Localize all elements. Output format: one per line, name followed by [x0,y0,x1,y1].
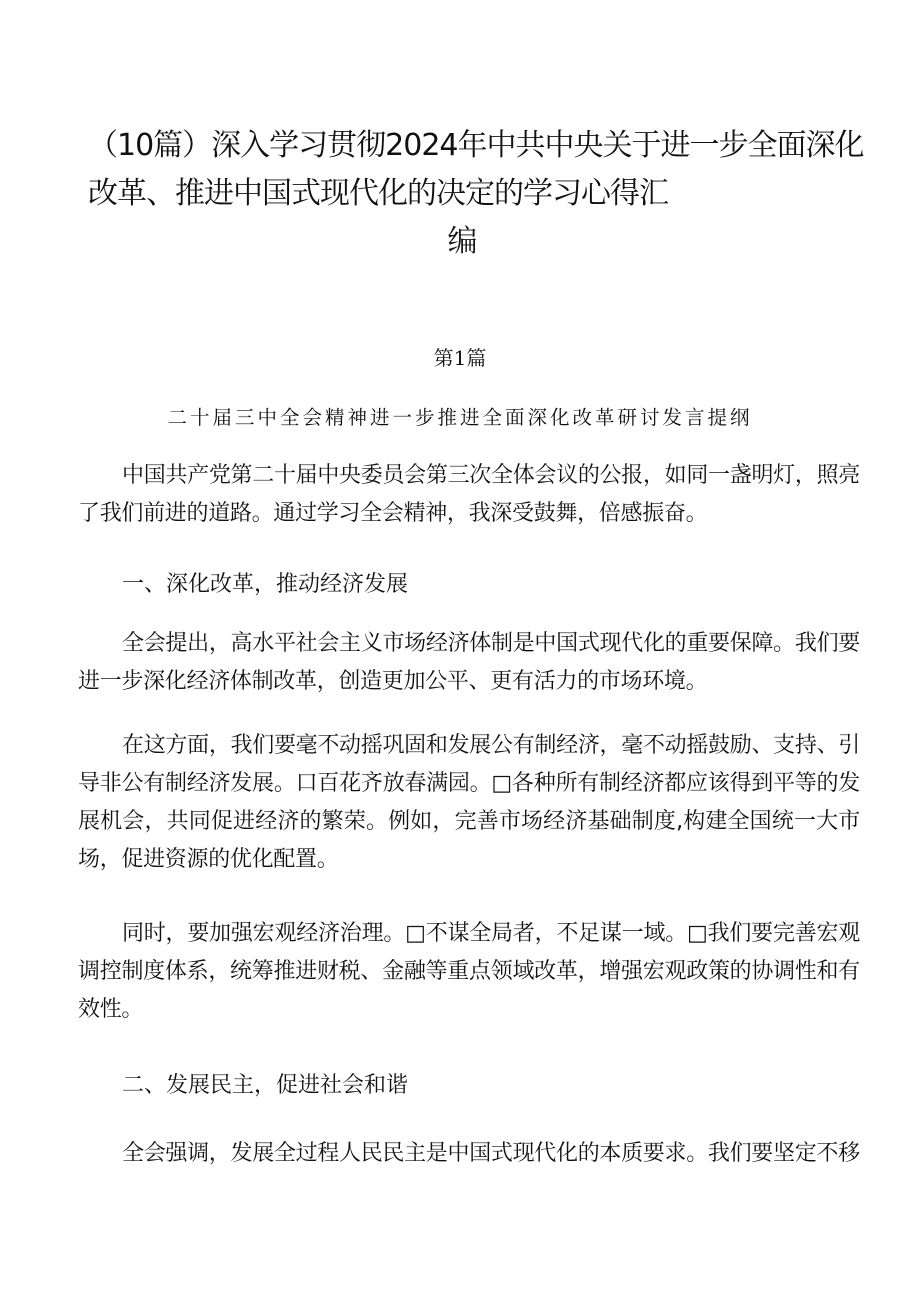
section-heading-1: 一、深化改革，推动经济发展 [122,572,409,597]
body-paragraph-4: 同时，要加强宏观经济治理。□不谋全局者，不足谋一域。□我们要完善宏观调控制度体系，统筹推进财税、金融等重点领域改革，增强宏观政策的协调性和有效性。 [78,921,860,1022]
section-heading-2: 二、发展民主，促进社会和谐 [122,1073,409,1098]
article-subtitle: 二十届三中全会精神进一步推进全面深化改革研讨发言提纲 [167,406,753,429]
body-paragraph-5: 全会强调，发展全过程人民民主是中国式现代化的本质要求。我们要坚定不移 [122,1141,860,1166]
body-paragraph-3: 在这方面，我们要毫不动摇巩固和发展公有制经济，毫不动摇鼓励、支持、引导非公有制经济发展。口百花齐放春满园。□各种所有制经济都应该得到平等的发展机会，共同促进经济的繁荣。例如，完善市场经济基础制度,构建全国统一大市场，促进资源的优化配置。 [78,733,860,872]
document-title [72,122,872,266]
title-line-3: 编 [447,224,477,259]
title-line-1: （10篇）深入学习贯彻2024年中共中央关于进一步全面深化 [88,128,864,163]
body-paragraph-2: 全会提出，高水平社会主义市场经济体制是中国式现代化的重要保障。我们要进一步深化经济体制改革，创造更加公平、更有活力的市场环境。 [78,631,860,694]
section-number: 第1篇 [433,346,487,370]
title-line-2: 改革、推进中国式现代化的决定的学习心得汇 [88,176,668,211]
body-paragraph-1: 中国共产党第二十届中央委员会第三次全体会议的公报，如同一盏明灯，照亮了我们前进的道路。通过学习全会精神，我深受鼓舞，倍感振奋。 [78,463,860,526]
